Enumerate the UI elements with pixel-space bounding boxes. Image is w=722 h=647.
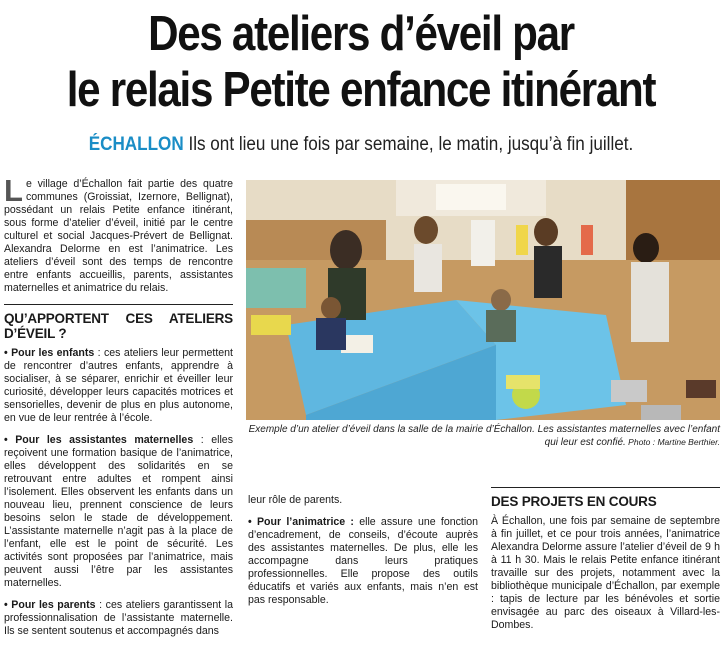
paragraph-assistantes <box>4 434 233 590</box>
caption-credit: Photo : Martine Berthier. <box>625 437 720 447</box>
paragraph-enfants <box>4 347 233 425</box>
article-column-3 <box>491 494 720 641</box>
photo-illustration <box>246 180 720 420</box>
intro-paragraph <box>4 173 233 295</box>
text-assistantes: : elles reçoivent une formation basique de l’animatrice, elles développent des solidarités en se retrouvant entre adultes et rompent ainsi l’isolement. Elles observent les enfants dans un nouveau lieu, prennent conscience de leurs besoins selon le stade de développement. L’assistante maternelle n’agit pas à la place de l’enfant, elle est le point de sécurité. Les activités sont proposées par l’animatrice, mais peuvent aussi l’être par les assistantes maternelles. <box>4 434 233 589</box>
paragraph-projets: À Échallon, une fois par semaine de septembre à fin juillet, et ce pour trois années, l’animatrice Alexandra Delorme assure l’atelier d’éveil de 9 h à 11 h 30. Mais le relais Petite enfance itinérant travaille sur des projets, notamment avec la bibliothèque municipale d’Échallon, par exemple : tapis de lecture par les bénévoles et sortie envisagée au parc des oiseaux à Villard-les-Dombes. <box>491 515 720 631</box>
text-parents: : ces ateliers garantissent la professionnalisation de l’assistante maternelle. Ils se sentent soutenus et accompagnés dans <box>4 599 233 637</box>
dropcap: L <box>4 173 23 208</box>
headline-line-2: le relais Petite enfance itinérant <box>66 63 656 117</box>
section-rule <box>4 304 233 305</box>
subtitle-text: Ils ont lieu une fois par semaine, le matin, jusqu’à fin juillet. <box>183 134 634 155</box>
paragraph-animatrice <box>248 516 478 607</box>
intro-text: e village d’Échallon fait partie des quatre communes (Groissiat, Izernore, Bellignat), possédant un relais Petite enfance itinérant, sous forme d’atelier d’éveil, initié par le centre culturel et social Jacques-Prévert de Bellignat. Alexandra Delorme en est l’animatrice. Les ateliers d’éveil sont des temps de rencontre entre enfants accueillis, parents, assistantes maternelles et animatrice du relais. <box>4 178 233 294</box>
article-photo <box>246 180 720 420</box>
lead-animatrice: • Pour l’animatrice : <box>248 516 354 528</box>
lead-parents: • Pour les parents <box>4 599 96 611</box>
photo-caption <box>246 423 720 449</box>
section-title-projets: DES PROJETS EN COURS <box>491 494 657 509</box>
headline-line-1: Des ateliers d’éveil par <box>148 7 574 61</box>
paragraph-parents <box>4 599 233 638</box>
caption-text: Exemple d’un atelier d’éveil dans la salle de la mairie d’Échallon. Les assistantes maternelles avec l’enfant qui leur est confié. <box>248 424 720 448</box>
text-enfants: : ces ateliers leur permettent de rencontrer d’autres enfants, apprendre à socialiser, à se séparer, enrichir et éveiller leur curiosité, développer leurs capacités motrices et sensorielles, devenir de plus en plus autonome, en vue de leur rentrée à l’école. <box>4 347 233 424</box>
lead-enfants: • Pour les enfants <box>4 347 95 359</box>
paragraph-continuation: leur rôle de parents. <box>248 494 343 506</box>
section-title-ateliers: QU’APPORTENT CES ATELIERS D’ÉVEIL ? <box>4 311 233 341</box>
article-column-2 <box>248 494 478 616</box>
subtitle-place: ÉCHALLON <box>88 134 184 155</box>
subtitle <box>36 133 686 157</box>
section-rule-projets <box>491 487 720 488</box>
lead-assistantes: • Pour les assistantes maternelles <box>4 434 194 446</box>
text-animatrice: elle assure une fonction d’encadrement, de conseils, d’écoute auprès des assistantes maternelles. De plus, elle les accompagne dans leurs pratiques professionnelles. Elle propose des outils éducatifs et variés aux enfants, mais n’en est pas responsable. <box>248 516 478 606</box>
article-column-1 <box>4 173 233 647</box>
